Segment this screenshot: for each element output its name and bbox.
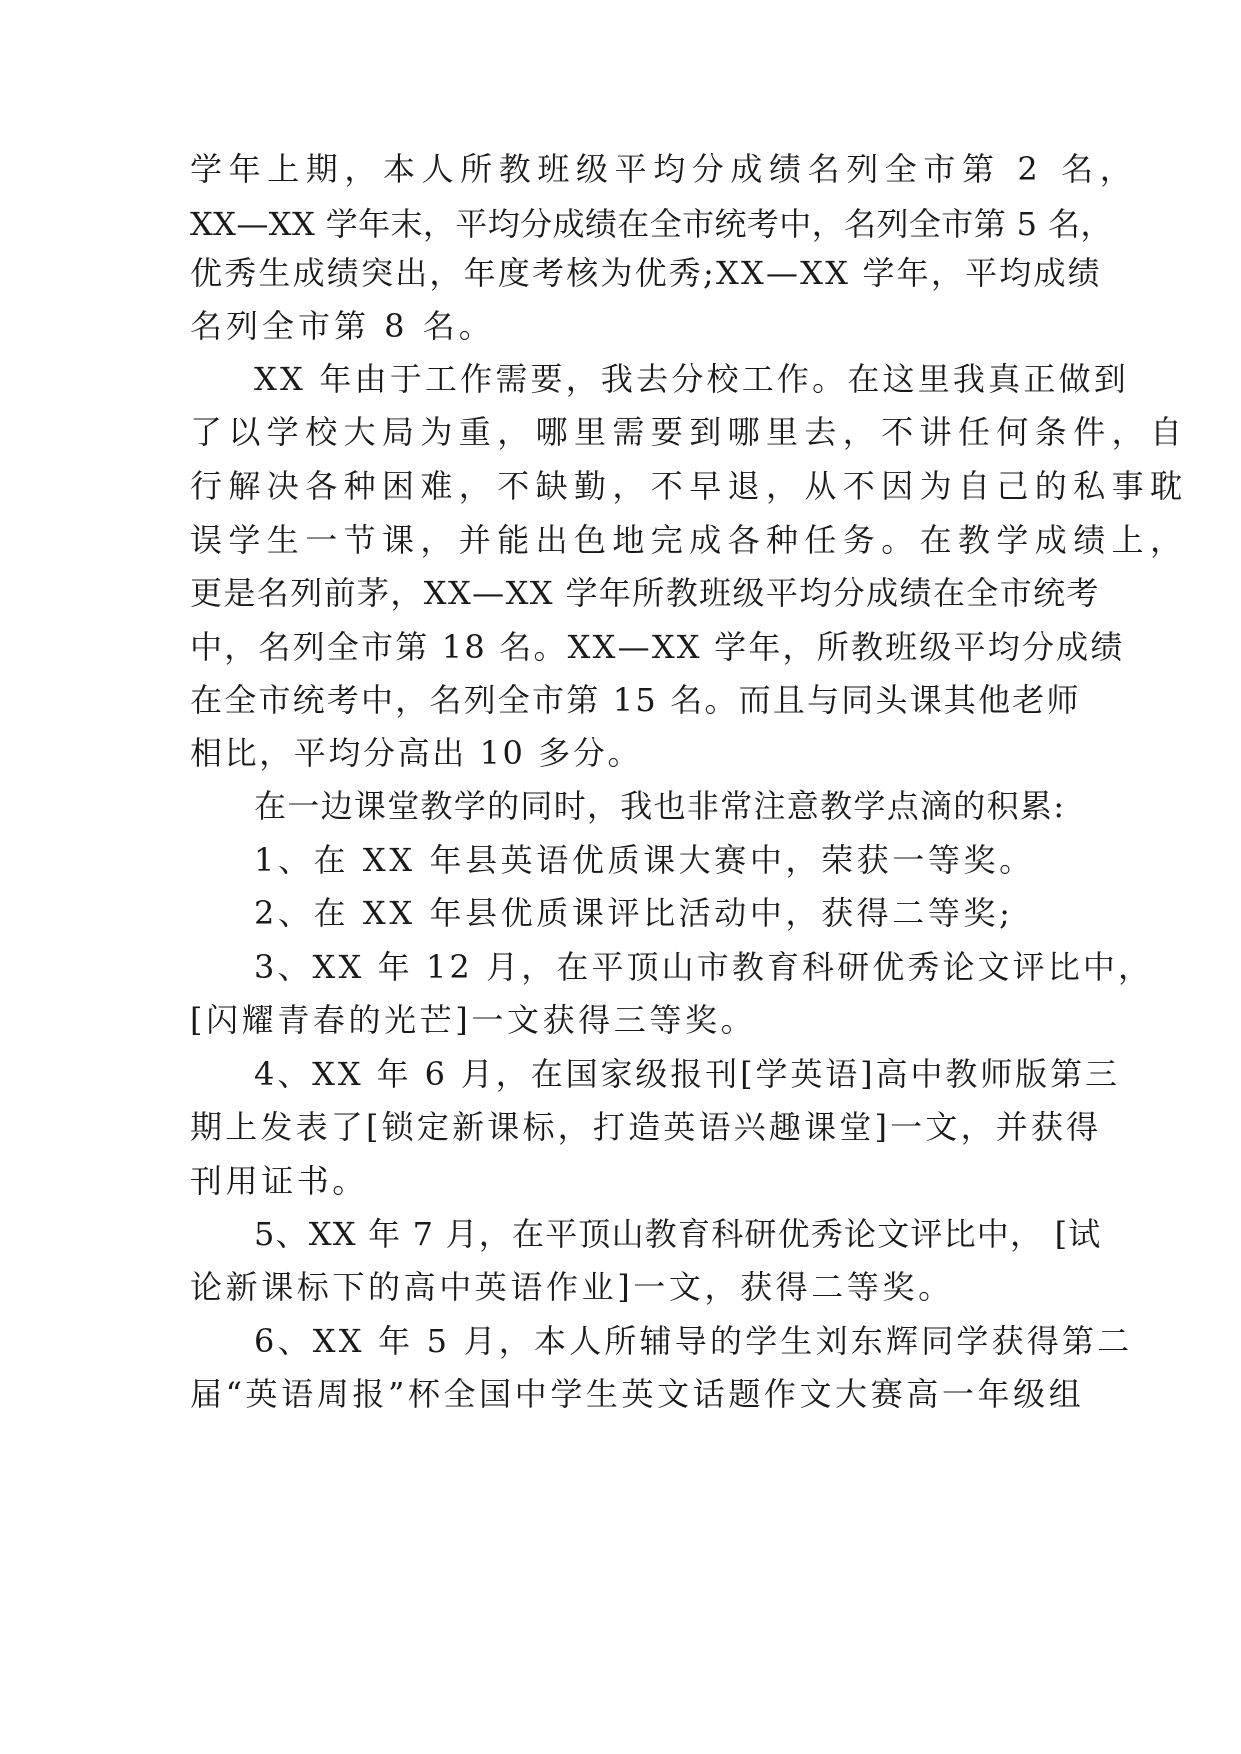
text-line: 优秀生成绩突出，年度考核为优秀;XX—XX 学年，平均成绩 <box>190 254 1102 292</box>
paragraph-start-line: XX 年由于工作需要，我去分校工作。在这里我真正做到 <box>254 360 1129 398</box>
text-line: 学年上期，本人所教班级平均分成绩名列全市第 2 名， <box>190 150 1139 188</box>
text-line: 届“英语周报”杯全国中学生英文话题作文大赛高一年级组 <box>190 1375 1085 1413</box>
text-line: 刊用证书。 <box>190 1162 369 1200</box>
list-item: 1、在 XX 年县英语优质课大赛中，荣获一等奖。 <box>254 841 1035 879</box>
list-item: 5、XX 年 7 月，在平顶山教育科研优秀论文评比中， [试 <box>254 1215 1102 1253</box>
list-item: 2、在 XX 年县优质课评比活动中，获得二等奖; <box>254 894 1014 932</box>
text-line: 名列全市第 8 名。 <box>190 307 495 345</box>
text-line: 行解决各种困难，不缺勤，不早退，从不因为自己的私事耽 <box>190 467 1189 505</box>
text-line: 了以学校大局为重，哪里需要到哪里去，不讲任何条件，自 <box>190 413 1189 451</box>
list-item: 4、XX 年 6 月，在国家级报刊[学英语]高中教师版第三 <box>254 1055 1120 1093</box>
list-item: 6、XX 年 5 月，本人所辅导的学生刘东辉同学获得第二 <box>254 1322 1133 1360</box>
text-line: 中，名列全市第 18 名。XX—XX 学年，所教班级平均分成绩 <box>190 628 1125 666</box>
text-line: [闪耀青春的光芒]一文获得三等奖。 <box>190 1001 757 1039</box>
text-line: 相比，平均分高出 10 多分。 <box>190 734 643 772</box>
text-line: 期上发表了[锁定新课标，打造英语兴趣课堂]一文，并获得 <box>190 1108 1102 1146</box>
text-line: 在全市统考中，名列全市第 15 名。而且与同头课其他老师 <box>190 681 1081 719</box>
text-line: 更是名列前茅，XX—XX 学年所教班级平均分成绩在全市统考 <box>190 574 1100 612</box>
text-line: 论新课标下的高中英语作业]一文，获得二等奖。 <box>190 1268 954 1306</box>
text-line: XX—XX 学年末，平均分成绩在全市统考中，名列全市第 5 名， <box>190 205 1113 243</box>
text-line: 误学生一节课，并能出色地完成各种任务。在教学成绩上， <box>190 521 1189 559</box>
paragraph-start-line: 在一边课堂教学的同时，我也非常注意教学点滴的积累: <box>254 787 1066 825</box>
list-item: 3、XX 年 12 月，在平顶山市教育科研优秀论文评比中， <box>254 948 1154 986</box>
